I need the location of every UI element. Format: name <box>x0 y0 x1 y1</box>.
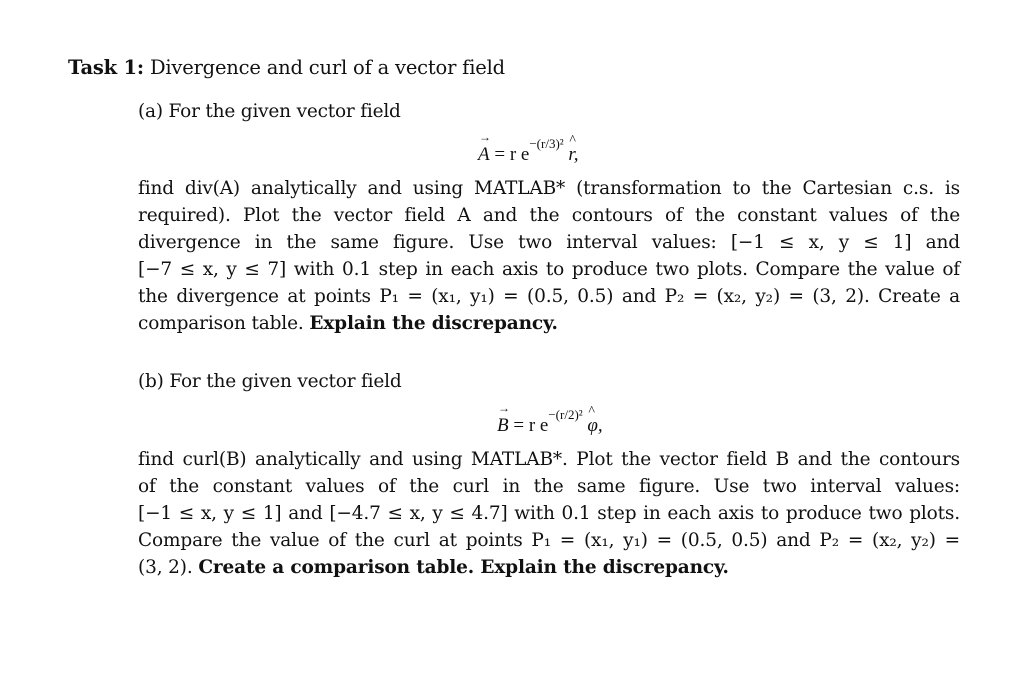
part-b-line: [−1 ≤ x, y ≤ 1] and [−4.7 ≤ x, y ≤ 4.7] with 0.1 step in each axis to produce two plots. <box>138 503 960 524</box>
task-heading <box>68 56 505 79</box>
equation-a-lhs: → A <box>478 144 490 165</box>
equation-b-rhs: = r e <box>513 415 549 436</box>
equation-a-rhs: = r e <box>494 144 530 165</box>
part-a-intro: (a) For the given vector field <box>138 101 401 122</box>
part-a-last-plain: comparison table. <box>138 313 304 334</box>
part-a-paragraph <box>138 175 960 337</box>
part-a-line: [−7 ≤ x, y ≤ 7] with 0.1 step in each axis to produce two plots. Compare the value of <box>138 259 960 280</box>
part-b-line: Compare the value of the curl at points P₁ = (x₁, y₁) = (0.5, 0.5) and P₂ = (x₂, y₂) = <box>138 530 960 551</box>
equation-a-unit-vector: ^ r, <box>568 144 578 165</box>
part-b-last-bold: Create a comparison table. Explain the discrepancy. <box>198 557 729 578</box>
part-b-last-line <box>138 554 960 581</box>
part-b-intro: (b) For the given vector field <box>138 371 402 392</box>
part-a-line: the divergence at points P₁ = (x₁, y₁) = (0.5, 0.5) and P₂ = (x₂, y₂) = (3, 2). Create a <box>138 286 960 307</box>
equation-a-exponent: −(r/3)² <box>529 136 564 151</box>
part-a-equation <box>478 136 579 166</box>
part-a-line: divergence in the same figure. Use two interval values: [−1 ≤ x, y ≤ 1] and <box>138 232 960 253</box>
part-a-line: required). Plot the vector field A and the contours of the constant values of the <box>138 205 960 226</box>
part-a-last-bold: Explain the discrepancy. <box>309 313 558 334</box>
equation-b-exponent: −(r/2)² <box>548 407 583 422</box>
task-label: Task 1: <box>68 56 144 79</box>
part-b-last-plain: (3, 2). <box>138 557 193 578</box>
equation-b-lhs: → B <box>497 415 509 436</box>
equation-b-unit-vector: ^ φ, <box>587 415 602 436</box>
part-b-line: find curl(B) analytically and using MATLAB*. Plot the vector field B and the contours <box>138 449 960 470</box>
task-title: Divergence and curl of a vector field <box>149 56 505 79</box>
part-b-paragraph <box>138 446 960 581</box>
part-a-line: find div(A) analytically and using MATLAB* (transformation to the Cartesian c.s. is <box>138 178 960 199</box>
part-b-line: of the constant values of the curl in the same figure. Use two interval values: <box>138 476 960 497</box>
part-a-last-line <box>138 310 960 337</box>
part-b-equation <box>497 407 603 437</box>
